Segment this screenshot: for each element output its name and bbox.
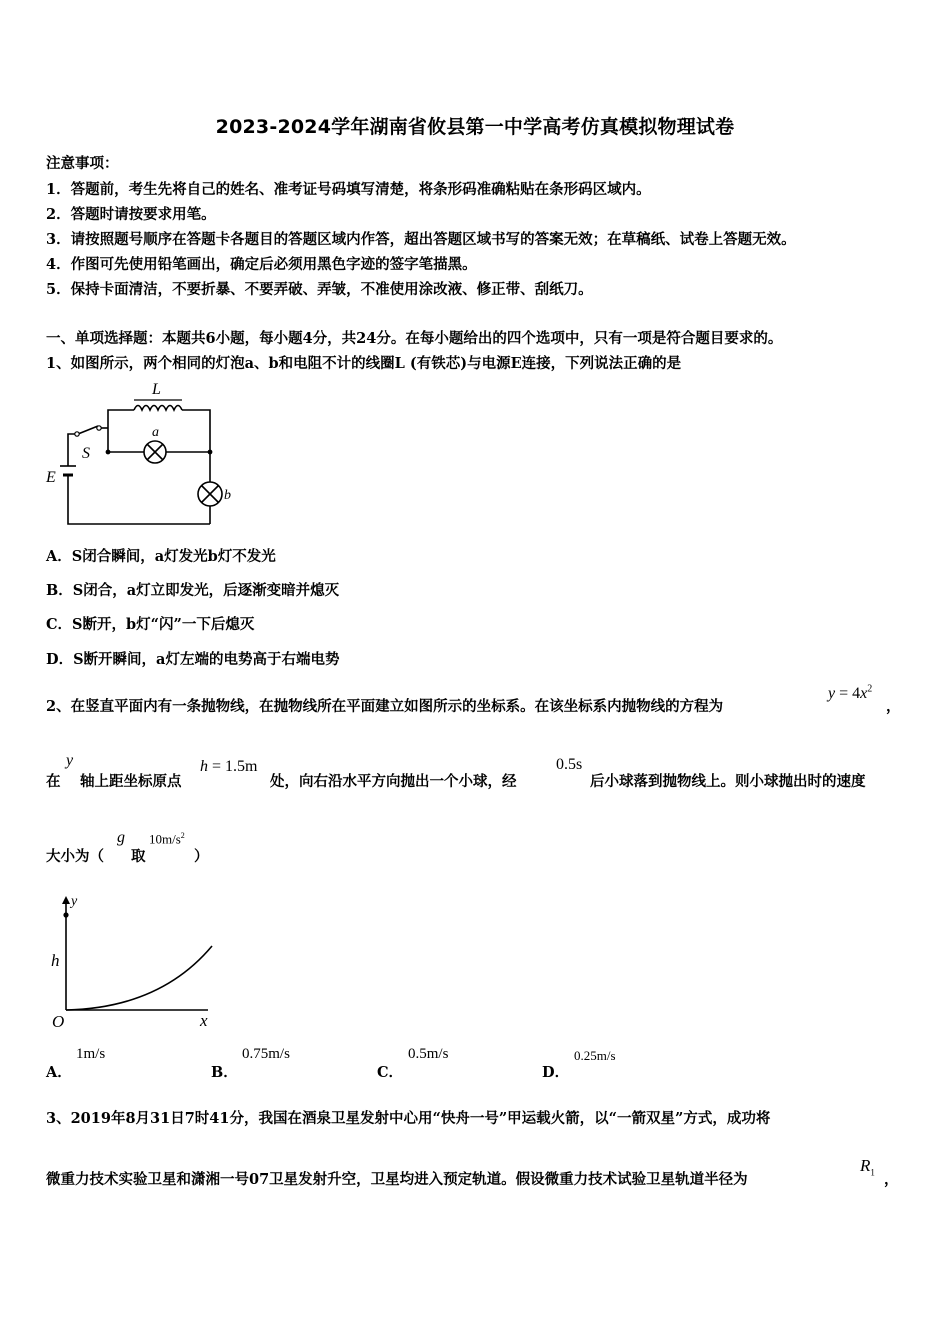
q3-radius-symbol: $R_1$ — [860, 1156, 875, 1178]
graph-label-h: h — [51, 951, 60, 970]
graph-label-o: O — [52, 1012, 65, 1031]
q2-option-a-letter: A． — [46, 1064, 72, 1081]
page-title: 2023-2024学年湖南省攸县第一中学高考仿真模拟物理试卷 — [215, 116, 735, 138]
q2-line1-end: ， — [886, 698, 901, 715]
q2-line3-c: ） — [194, 848, 209, 865]
q2-line2-b: 轴上距坐标原点 — [80, 773, 182, 790]
q1-stem: 1、如图所示，两个相同的灯泡a、b和电阻不计的线圈L (有铁芯)与电源E连接，下列说法正确的是 — [46, 355, 682, 372]
q2-option-b-value: 0.75m/s — [242, 1046, 290, 1062]
notice-item-3: 3．请按照题号顺序在答题卡各题目的答题区域内作答，超出答题区域书写的答案无效；在草稿纸、试卷上答题无效。 — [46, 231, 796, 248]
graph-label-x: x — [200, 1011, 208, 1030]
q2-g-symbol: g — [117, 829, 125, 846]
q1-option-b: B．S闭合，a灯立即发光，后逐渐变暗并熄灭 — [46, 582, 340, 599]
label-E: E — [46, 469, 56, 486]
q2-option-d-letter: D． — [542, 1064, 570, 1081]
notice-item-4: 4．作图可先使用铅笔画出，确定后必须用黑色字迹的签字笔描黑。 — [46, 256, 477, 273]
launch-point — [63, 912, 68, 917]
q2-option-c-value: 0.5m/s — [408, 1046, 449, 1062]
q2-line2-d: 后小球落到抛物线上。则小球抛出时的速度 — [590, 773, 866, 790]
label-a: a — [152, 425, 159, 440]
label-L: L — [152, 381, 161, 398]
q3-line1: 3、2019年8月31日7时41分，我国在酒泉卫星发射中心用“快舟一号”甲运载火箭，以“一箭双星”方式，成功将 — [46, 1110, 771, 1127]
notice-heading: 注意事项： — [46, 155, 119, 172]
q2-option-b-letter: B． — [211, 1064, 238, 1081]
section-heading: 一、单项选择题：本题共6小题，每小题4分，共24分。在每小题给出的四个选项中，只有一项是符合题目要求的。 — [46, 330, 783, 347]
y-axis-arrow — [62, 896, 70, 904]
q3-line2-end: ， — [884, 1171, 899, 1188]
q3-line2: 微重力技术实验卫星和潇湘一号07卫星发射升空，卫星均进入预定轨道。假设微重力技术试验卫星轨道半径为 — [46, 1171, 748, 1188]
notice-item-1: 1．答题前，考生先将自己的姓名、准考证号码填写清楚，将条形码准确粘贴在条形码区域内。 — [46, 181, 651, 198]
q2-option-d-value: 0.25m/s — [574, 1048, 616, 1063]
q2-option-a-value: 1m/s — [76, 1046, 106, 1062]
q2-equation: $y = 4x^2$ — [828, 683, 873, 702]
parabola-curve — [66, 946, 212, 1010]
graph-label-y: y — [71, 894, 78, 909]
label-S: S — [82, 445, 90, 462]
q2-g-value: $10m/s^2$ — [149, 831, 185, 847]
notice-item-2: 2．答题时请按要求用笔。 — [46, 206, 216, 223]
label-b: b — [224, 488, 231, 503]
q2-line2-c: 处，向右沿水平方向抛出一个小球，经 — [270, 773, 517, 790]
q2-line1: 2、在竖直平面内有一条抛物线，在抛物线所在平面建立如图所示的坐标系。在该坐标系内抛物线的方程为 — [46, 698, 724, 715]
q2-time-value: 0.5s — [556, 756, 583, 773]
q1-option-d: D．S断开瞬间，a灯左端的电势高于右端电势 — [46, 651, 340, 668]
q2-line2-a: 在 — [46, 773, 61, 790]
q1-option-a: A．S闭合瞬间，a灯发光b灯不发光 — [46, 548, 276, 565]
q2-line3-a: 大小为（ — [46, 848, 104, 865]
q1-option-c: C．S断开，b灯“闪”一下后熄灭 — [46, 616, 255, 633]
q1-circuit-diagram — [40, 378, 250, 530]
q2-parabola-graph — [40, 888, 230, 1033]
notice-item-5: 5．保持卡面清洁，不要折暴、不要弄破、弄皱，不准使用涂改液、修正带、刮纸刀。 — [46, 281, 593, 298]
q2-y-axis-symbol: y — [66, 752, 74, 769]
q2-height-value: h = 1.5m — [200, 758, 258, 775]
q2-option-c-letter: C． — [377, 1064, 404, 1081]
q2-line3-b: 取 — [131, 848, 146, 865]
